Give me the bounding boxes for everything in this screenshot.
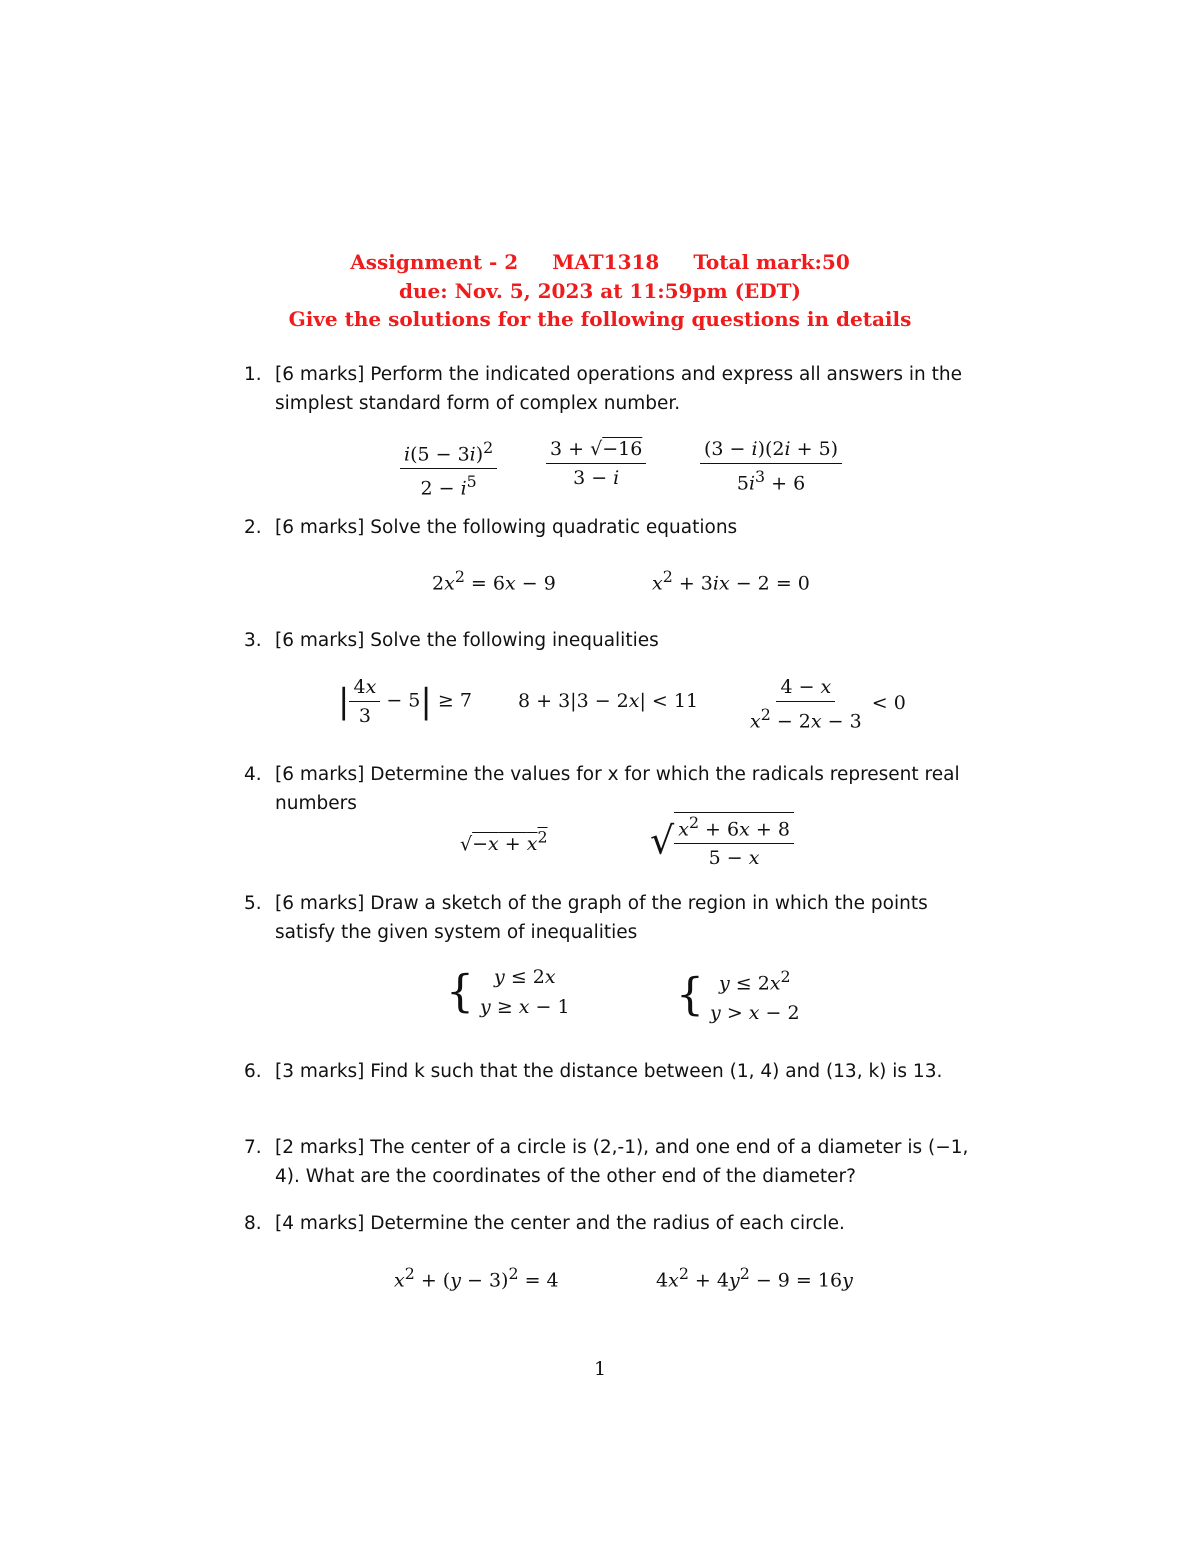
q8-circle-2: $4x^2 + 4y^2 - 9 = 16y$ <box>656 1264 853 1292</box>
question-number: 1. <box>244 364 262 385</box>
course-code: MAT1318 <box>552 250 660 274</box>
q2-equation-1: $2x^2 = 6x - 9$ <box>432 567 556 595</box>
due-date: due: Nov. 5, 2023 at 11:59pm (EDT) <box>399 279 801 303</box>
question-text: [6 marks] Draw a sketch of the graph of the region in which the points satisfy the given system of inequalities <box>275 893 928 943</box>
question-1 <box>244 361 984 418</box>
q1-expression-1: $\frac{i(5 - 3i)^2}{2 - i^5}$ <box>400 438 497 500</box>
question-7 <box>244 1134 984 1191</box>
q5-system-2: { $y \le 2x^2$ y > x − 2 <box>676 967 800 1025</box>
question-6 <box>244 1058 984 1087</box>
question-text: [6 marks] Solve the following inequalities <box>275 630 659 651</box>
q4-radical-2: √ $\frac{x^2 + 6x + 8}{5 - x}$ <box>650 812 794 869</box>
question-text: [2 marks] The center of a circle is (2,-1), and one end of a diameter is (−1, 4). What are the coordinates of the other end of the diameter? <box>275 1137 969 1187</box>
question-text: [6 marks] Determine the values for x for which the radicals represent real numbers <box>275 764 960 814</box>
header-line-1 <box>0 250 1200 274</box>
question-text: [6 marks] Solve the following quadratic equations <box>275 517 738 538</box>
question-text: [4 marks] Determine the center and the radius of each circle. <box>275 1213 845 1234</box>
question-3 <box>244 627 984 656</box>
question-number: 5. <box>244 893 262 914</box>
q4-radical-1: $√-x + x^2$ <box>460 828 548 856</box>
question-number: 3. <box>244 630 262 651</box>
instructions: Give the solutions for the following questions in details <box>288 307 912 331</box>
question-2 <box>244 514 984 543</box>
page-number: 1 <box>593 1358 607 1380</box>
question-number: 6. <box>244 1061 262 1082</box>
q1-expression-3: $\frac{(3 - i)(2i + 5)}{5i^3 + 6}$ <box>700 438 842 494</box>
q8-circle-1: $x^2 + (y - 3)^2 = 4$ <box>394 1264 559 1292</box>
q2-equation-2: $x^2 + 3ix - 2 = 0$ <box>652 567 810 595</box>
question-number: 7. <box>244 1137 262 1158</box>
question-text: [6 marks] Perform the indicated operations and express all answers in the simplest standard form of complex number. <box>275 364 962 414</box>
q5-system-1: { y ≤ 2x y ≥ x − 1 <box>446 966 570 1018</box>
question-number: 4. <box>244 764 262 785</box>
q3-inequality-2: 8 + 3|3 − 2x| < 11 <box>518 690 699 712</box>
q1-expression-2: $\frac{3 + √-16}{3 - i}$ <box>546 438 646 489</box>
question-8 <box>244 1210 984 1239</box>
total-mark: Total mark:50 <box>693 250 850 274</box>
q3-inequality-3: $\frac{4 - x}{x^2 - 2x - 3}$ < 0 <box>750 676 906 733</box>
q3-inequality-1: | $\frac{4x}{3}$ − 5| ≥ 7 <box>338 676 472 727</box>
assignment-label: Assignment - 2 <box>350 250 519 274</box>
question-4 <box>244 761 984 818</box>
question-number: 8. <box>244 1213 262 1234</box>
question-text: [3 marks] Find k such that the distance between (1, 4) and (13, k) is 13. <box>275 1061 943 1082</box>
question-5 <box>244 890 984 947</box>
question-number: 2. <box>244 517 262 538</box>
